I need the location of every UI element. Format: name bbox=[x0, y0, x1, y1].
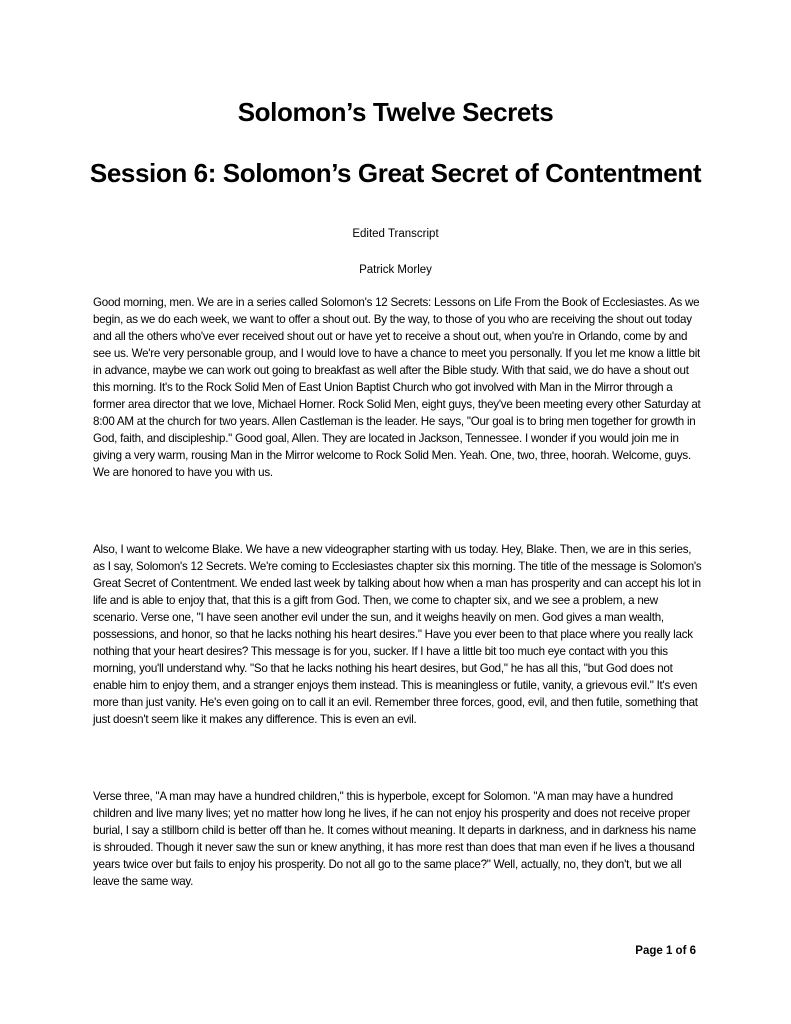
body-paragraph: Verse three, "A man may have a hundred children," this is hyperbole, except for Solomon. "A man may have a hundred children and live many lives; yet no matter how long he lives, if he can not enjoy his prosperity and does not receive proper burial, I say a stillborn child is better off than he. It comes without meaning. It departs in darkness, and in darkness his name is shrouded. Though it never saw the sun or knew anything, it has more rest than does that man even if he lives a thousand years twice over but fails to enjoy his prosperity. Do not all go to the same place?" Well, actually, no, they don't, but we all leave the same way. bbox=[93, 790, 696, 888]
author-name: Patrick Morley bbox=[359, 264, 432, 276]
body-paragraph: Good morning, men. We are in a series called Solomon's 12 Secrets: Lessons on Life From the Book of Ecclesiastes. As we begin, as we do each week, we want to offer a shout out. By the way, to those of you who are receiving the shout out today and all the others who've ever received shout out or have yet to receive a shout out, when you're in Orlando, come by and see us. We're very personable group, and I would love to have a chance to meet you personally. If you let me know a little bit in advance, maybe we can work out going to breakfast as well after the Bible study. With that said, we do have a shout out this morning. It's to the Rock Solid Men of East Union Baptist Church who got involved with Man in the Mirror through a former area director that we love, Michael Horner. Rock Solid Men, eight guys, they've been meeting every other Saturday at 8:00 AM at the church for two years. Allen Castleman is the leader. He says, "Our goal is to bring men together for growth in God, faith, and discipleship." Good goal, Allen. They are located in Jackson, Tennessee. I wonder if you would join me in giving a very warm, rousing Man in the Mirror welcome to Rock Solid Men. Yeah. One, two, three, hoorah. Welcome, guys. We are honored to have you with us. bbox=[93, 296, 701, 479]
body-paragraph: Also, I want to welcome Blake. We have a new videographer starting with us today. Hey, Blake. Then, we are in this series, as I say, Solomon's 12 Secrets. We're coming to Ecclesiastes chapter six this morning. The title of the message is Solomon's Great Secret of Contentment. We ended last week by talking about how when a man has prosperity and can accept his lot in life and is able to enjoy that, that this is a gift from God. Then, we come to chapter six, and we see a problem, a new scenario. Verse one, "I have seen another evil under the sun, and it weighs heavily on men. God gives a man wealth, possessions, and honor, so that he lacks nothing his heart desires." Have you ever been to that place where you really lack nothing that your heart desires? This message is for you, sucker. If I have a little bit too much eye contact with you this morning, you'll understand why. "So that he lacks nothing his heart desires, but God," he has all this, "but God does not enable him to enjoy them, and a stranger enjoys them instead. This is meaningless or futile, vanity, a grievous evil." It's even more than just vanity. He's even going on to call it an evil. Remember three forces, good, evil, and then futile, something that just doesn't seem like it makes any difference. This is even an evil. bbox=[93, 543, 702, 726]
page-number: Page 1 of 6 bbox=[635, 945, 696, 957]
document-subtitle: Edited Transcript bbox=[352, 228, 439, 240]
document-title: Solomon’s Twelve Secrets bbox=[237, 97, 554, 127]
session-title: Session 6: Solomon’s Great Secret of Contentment bbox=[89, 158, 702, 188]
